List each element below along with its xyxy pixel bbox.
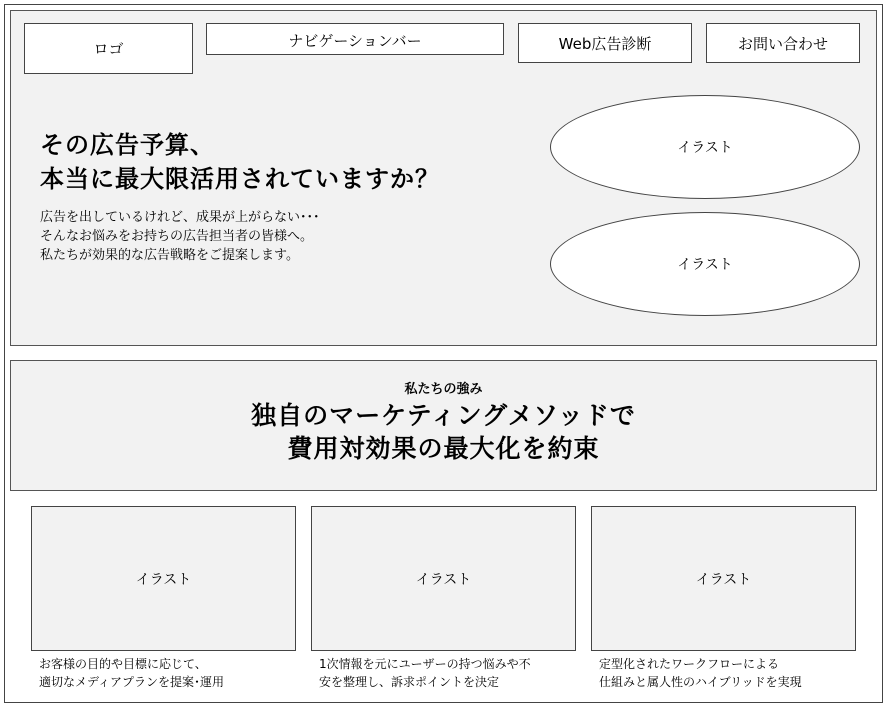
- feature-caption: [39, 655, 224, 691]
- hero-description: [40, 208, 320, 265]
- web-diagnosis-button[interactable]: [518, 23, 692, 63]
- contact-label: お問い合わせ: [737, 34, 828, 53]
- hero-desc-line-1: 広告を出しているけれど、成果が上がらない･･･: [40, 210, 320, 225]
- logo-label: ロゴ: [93, 40, 124, 58]
- illustration-label: イラスト: [695, 571, 752, 588]
- hero-illustration-2: [550, 212, 860, 316]
- strength-section: [10, 360, 877, 491]
- feature-caption-line-1: 1次情報を元にユーザーの持つ悩みや不: [319, 657, 531, 671]
- feature-caption-line-1: 定型化されたワークフローによる: [599, 657, 780, 671]
- contact-button[interactable]: [706, 23, 860, 63]
- feature-caption: [599, 655, 802, 691]
- feature-card-illustration: [31, 506, 296, 651]
- illustration-label: イラスト: [677, 257, 733, 273]
- strength-title-line-2: 費用対効果の最大化を約束: [287, 434, 600, 463]
- hero-desc-line-2: そんなお悩みをお持ちの広告担当者の皆様へ。: [40, 229, 314, 244]
- strength-title: [11, 399, 876, 465]
- web-diagnosis-label: Web広告診断: [558, 34, 652, 53]
- feature-caption: [319, 655, 531, 691]
- strength-title-line-1: 独自のマーケティングメソッドで: [251, 401, 636, 430]
- navigation-bar[interactable]: [206, 23, 504, 55]
- feature-card-illustration: [311, 506, 576, 651]
- hero-title: [40, 128, 440, 196]
- feature-caption-line-2: 仕組みと属人性のハイブリッドを実現: [599, 675, 802, 689]
- hero-illustration-1: [550, 95, 860, 199]
- hero-title-line-2: 本当に最大限活用されていますか？: [40, 165, 440, 193]
- hero-desc-line-3: 私たちが効果的な広告戦略をご提案します。: [40, 248, 299, 263]
- logo[interactable]: [24, 23, 193, 74]
- feature-caption-line-2: 安を整理し、訴求ポイントを決定: [319, 675, 500, 689]
- feature-caption-line-2: 適切なメディアプランを提案･運用: [39, 675, 225, 689]
- feature-caption-line-1: お客様の目的や目標に応じて、: [39, 657, 207, 671]
- illustration-label: イラスト: [415, 571, 472, 588]
- illustration-label: イラスト: [677, 140, 733, 156]
- illustration-label: イラスト: [135, 571, 192, 588]
- navigation-bar-label: ナビゲーションバー: [288, 32, 422, 50]
- hero-title-line-1: その広告予算、: [40, 131, 215, 159]
- strength-label: 私たちの強み: [404, 382, 483, 397]
- feature-card-illustration: [591, 506, 856, 651]
